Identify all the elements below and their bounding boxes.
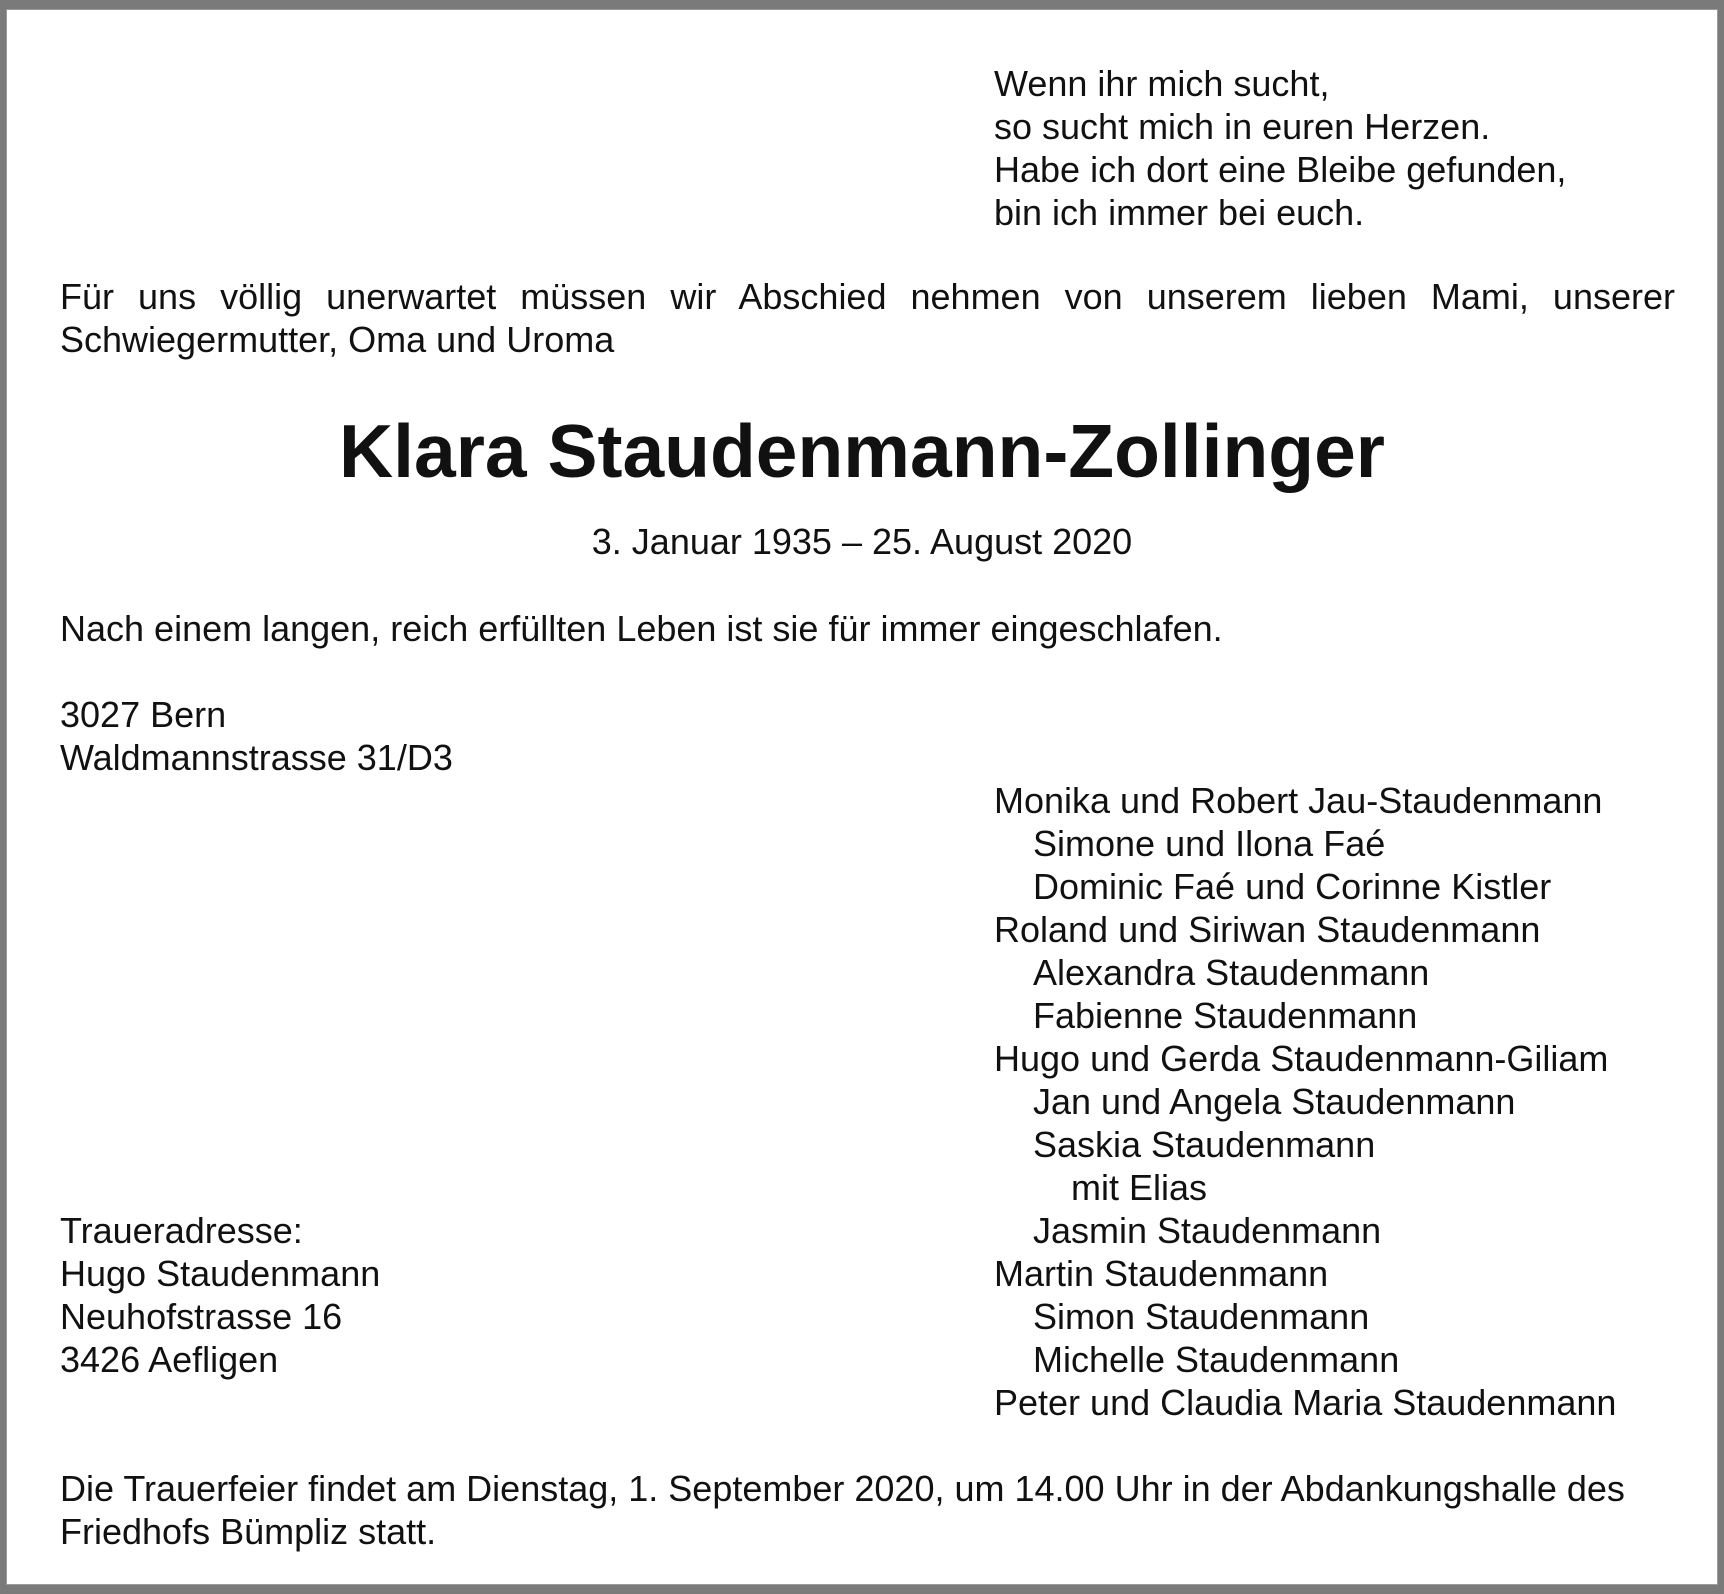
ceremony-info: Die Trauerfeier findet am Dienstag, 1. September 2020, um 14.00 Uhr in der Abdankungshalle des Friedhofs Bümpliz statt. (60, 1468, 1625, 1552)
obituary-page (7, 10, 1717, 1584)
family-member: Jasmin Staudenmann (1033, 1210, 1382, 1251)
deceased-name: Klara Staudenmann-Zollinger (339, 409, 1385, 493)
family-member: Fabienne Staudenmann (1033, 995, 1418, 1036)
family-member: mit Elias (1071, 1167, 1208, 1208)
intro-text: Für uns völlig unerwartet müssen wir Abschied nehmen von unserem lieben Mami, unserer Schwiegermutter, Oma und Uroma (60, 276, 1675, 360)
family-member: Peter und Claudia Maria Staudenmann (994, 1382, 1617, 1423)
mourning-address-line: Hugo Staudenmann (60, 1253, 381, 1294)
family-member: Dominic Faé und Corinne Kistler (1033, 866, 1552, 907)
life-dates: 3. Januar 1935 – 25. August 2020 (591, 521, 1133, 562)
family-member: Simone und Ilona Faé (1033, 823, 1386, 864)
mourning-address-line: 3426 Aefligen (60, 1339, 279, 1380)
address-line: 3027 Bern (60, 694, 227, 735)
family-member: Monika und Robert Jau-Staudenmann (994, 780, 1603, 821)
family-member: Jan und Angela Staudenmann (1033, 1081, 1516, 1122)
family-member: Saskia Staudenmann (1033, 1124, 1376, 1165)
family-list (994, 779, 1616, 1424)
home-address (60, 693, 453, 779)
mourning-address-label: Traueradresse: (60, 1210, 303, 1251)
life-statement: Nach einem langen, reich erfüllten Leben ist sie für immer eingeschlafen. (60, 608, 1223, 649)
address-line: Waldmannstrasse 31/D3 (60, 737, 453, 778)
family-member: Alexandra Staudenmann (1033, 952, 1430, 993)
poem (994, 62, 1566, 234)
family-member: Michelle Staudenmann (1033, 1339, 1400, 1380)
mourning-address (60, 1209, 380, 1381)
family-member: Roland und Siriwan Staudenmann (994, 909, 1541, 950)
poem-line: bin ich immer bei euch. (994, 192, 1365, 233)
family-member: Simon Staudenmann (1033, 1296, 1370, 1337)
family-member: Martin Staudenmann (994, 1253, 1329, 1294)
poem-line: Wenn ihr mich sucht, (994, 63, 1330, 104)
family-member: Hugo und Gerda Staudenmann-Giliam (994, 1038, 1609, 1079)
poem-line: Habe ich dort eine Bleibe gefunden, (994, 149, 1567, 190)
mourning-address-line: Neuhofstrasse 16 (60, 1296, 343, 1337)
poem-line: so sucht mich in euren Herzen. (994, 106, 1491, 147)
